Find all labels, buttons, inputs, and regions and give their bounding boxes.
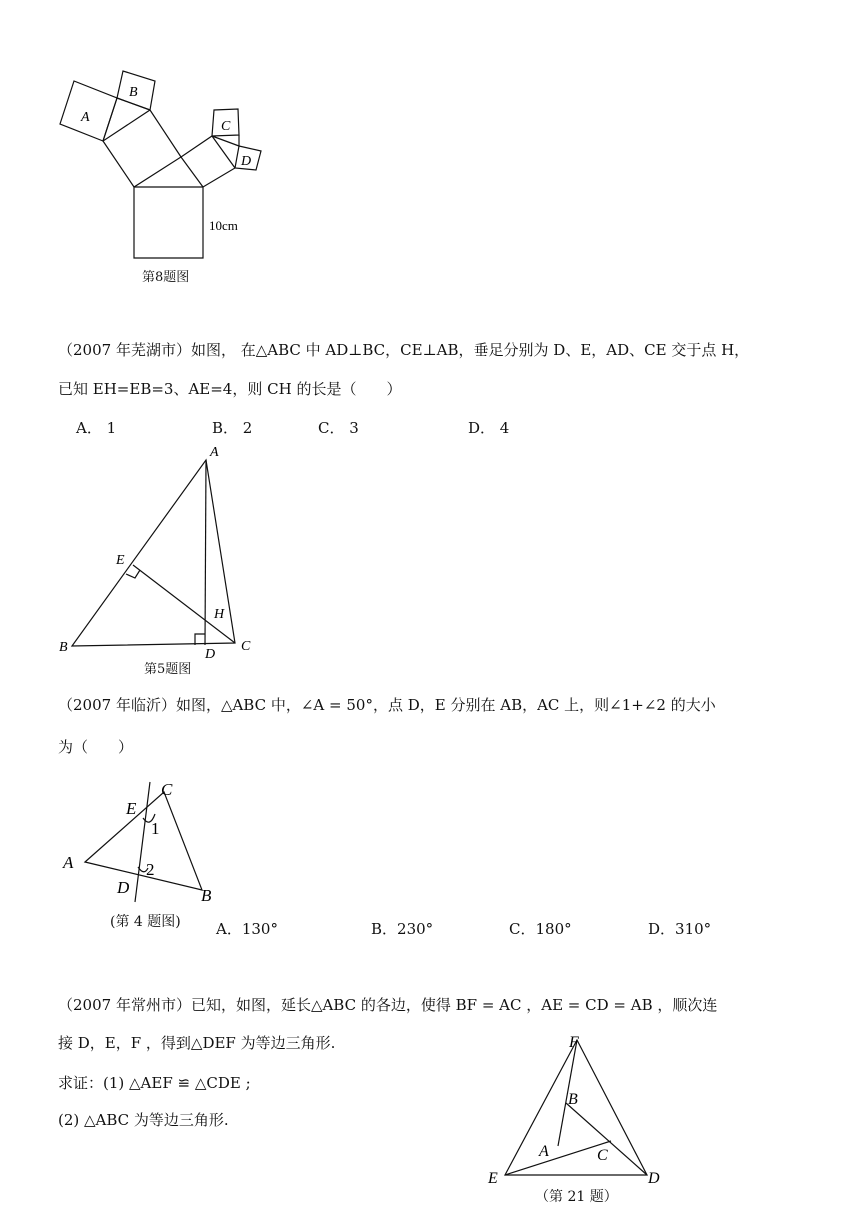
q21-label-b: B xyxy=(568,1091,578,1108)
q21-text-line4: (2) △ABC 为等边三角形. xyxy=(58,1111,229,1129)
q4-option-a[interactable]: A．130° xyxy=(216,920,278,938)
q21-label-e: E xyxy=(488,1170,498,1187)
q4-angle-1: 1 xyxy=(151,819,160,838)
q21-label-d: D xyxy=(648,1170,660,1187)
q5-option-d[interactable]: D． 4 xyxy=(468,419,510,437)
q21-text-line2: 接 D，E，F ，得到△DEF 为等边三角形. xyxy=(58,1034,336,1052)
q21-caption: （第 21 题） xyxy=(535,1189,618,1205)
fig8-left-square xyxy=(103,110,181,187)
q4-triangle-abc xyxy=(85,792,202,890)
q5-triangle-abc xyxy=(72,460,235,646)
fig8-label-c: C xyxy=(221,119,231,134)
q21-text-line1: （2007 年常州市）已知，如图，延长△ABC 的各边，使得 BF = AC ，AE = CD = AB ，顺次连 xyxy=(58,996,718,1014)
q4-angle-2: 2 xyxy=(146,860,155,879)
fig8-side-label: 10cm xyxy=(209,218,238,233)
fig8-label-a: A xyxy=(81,110,90,125)
fig8-caption: 第8题图 xyxy=(142,270,190,285)
q21-diagram xyxy=(480,1028,680,1188)
fig8-big-square xyxy=(134,187,203,258)
q5-label-d: D xyxy=(205,647,216,662)
q21-label-c: C xyxy=(597,1147,608,1164)
q5-altitude-ad xyxy=(205,460,206,645)
q4-diagram xyxy=(58,772,228,912)
q5-diagram xyxy=(55,442,265,662)
q4-label-a: A xyxy=(63,853,74,872)
q4-label-e: E xyxy=(126,799,137,818)
fig8-label-b: B xyxy=(129,85,138,100)
q4-text-line1: （2007 年临沂）如图，△ABC 中，∠A = 50°，点 D，E 分别在 AB，AC 上，则∠1+∠2 的大小 xyxy=(58,696,716,714)
q4-option-c[interactable]: C．180° xyxy=(509,920,572,938)
q4-label-c: C xyxy=(161,780,173,799)
q5-label-b: B xyxy=(59,640,68,655)
fig8-diagram xyxy=(55,68,285,288)
fig8-right-square xyxy=(181,136,235,187)
q5-label-e: E xyxy=(116,553,125,568)
q4-option-d[interactable]: D．310° xyxy=(648,920,712,938)
q4-label-b: B xyxy=(201,886,212,905)
q5-option-b[interactable]: B． 2 xyxy=(212,419,253,437)
q21-text-line3: 求证：(1) △AEF ≌ △CDE ; xyxy=(58,1074,251,1092)
q21-line-db xyxy=(566,1103,647,1175)
q5-option-c[interactable]: C． 3 xyxy=(318,419,359,437)
q21-label-f: F xyxy=(569,1034,579,1051)
q5-label-c: C xyxy=(241,639,251,654)
q21-label-a: A xyxy=(539,1143,549,1160)
q5-altitude-ce xyxy=(133,565,235,643)
q5-label-a: A xyxy=(210,445,219,460)
q5-caption: 第5题图 xyxy=(144,662,192,677)
q5-option-a[interactable]: A． 1 xyxy=(76,419,117,437)
q5-text-line2: 已知 EH=EB=3、AE=4，则 CH 的长是（ ） xyxy=(58,380,402,398)
q4-label-d: D xyxy=(117,878,130,897)
q5-right-angle-e xyxy=(126,570,140,578)
q5-text-line1: （2007 年芜湖市）如图， 在△ABC 中 AD⊥BC，CE⊥AB，垂足分别为 D、E，AD、CE 交于点 H， xyxy=(58,341,750,359)
fig8-label-d: D xyxy=(241,154,252,169)
q4-text-line2: 为（ ） xyxy=(58,738,134,756)
q4-caption: (第 4 题图) xyxy=(110,914,181,930)
q4-option-b[interactable]: B．230° xyxy=(371,920,434,938)
q4-line-de xyxy=(135,782,150,902)
q5-label-h: H xyxy=(214,607,225,622)
